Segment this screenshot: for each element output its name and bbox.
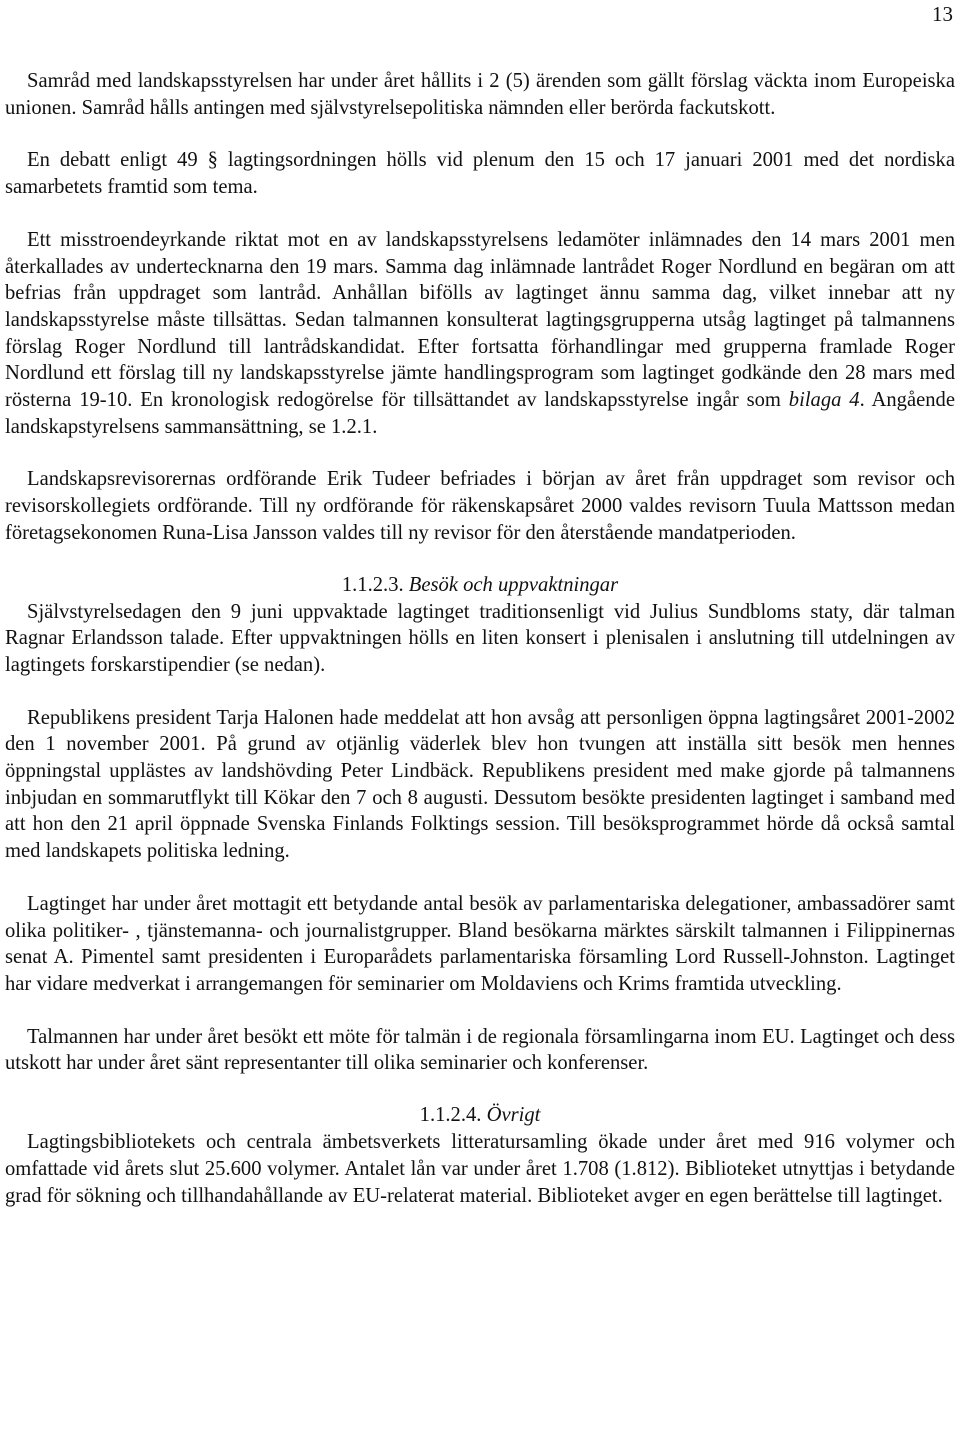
section-number: 1.1.2.4. [419,1104,482,1127]
section-title: Besök och uppvaktningar [408,573,619,596]
paragraph-speaker-meetings: Talmannen har under året besökt ett möte för talmän i de regionala församlingarna inom EU. Lagtinget och dess utskott har under året sänt representanter till olika seminarier och konferenser. [5,1025,955,1075]
paragraph-no-confidence-end: . Angående landskapstyrelsens sammansättning, se 1.2.1. [5,389,955,438]
page-number: 13 [932,2,953,26]
document-body [5,68,955,1209]
paragraph-self-government-day: Självstyrelsedagen den 9 juni uppvaktade lagtinget traditionsenligt vid Julius Sundbloms staty, där talman Ragnar Erlandsson talade. Efter uppvaktningen hölls en liten konsert i plenisalen i anslutning till utdelningen av lagtingets forskarstipendier (se nedan). [5,600,955,676]
paragraph-no-confidence [5,227,955,441]
section-heading-other [5,1101,955,1129]
appendix-reference: bilaga 4 [788,389,860,412]
section-heading-visits [5,571,955,599]
paragraph-president-visit: Republikens president Tarja Halonen hade meddelat att hon avsåg att personligen öppna lagtingsåret 2001-2002 den 1 november 2001. På grund av otjänlig väderlek blev hon tvungen att inställa sitt besök men hennes öppningstal upplästes av landshövding Peter Lindbäck. Republikens president med make gjorde på talmannens inbjudan en sommarutflykt till Kökar den 7 och 8 augusti. Dessutom besökte presidenten lagtinget i samband med att hon den 21 april öppnade Svenska Finlands Folktings session. Till besöksprogrammet hörde då också samtal med landskapets politiska ledning. [5,706,955,863]
section-number: 1.1.2.3. [341,573,404,596]
paragraph-delegations: Lagtinget har under året mottagit ett betydande antal besök av parlamentariska delegationer, ambassadörer samt olika politiker- , tjänstemanna- och journalistgrupper. Bland besökarna märktes särskilt talmannen i Filippinernas senat A. Pimentel samt presidenten i Europarådets parlamentariska församling Lord Russell-Johnston. Lagtinget har vidare medverkat i arrangemangen för seminarier om Moldaviens och Krims framtida utveckling. [5,892,955,995]
paragraph-library: Lagtingsbibliotekets och centrala ämbetsverkets litteratursamling ökade under året med 916 volymer och omfattade vid årets slut 25.600 volymer. Antalet lån var under året 1.708 (1.812). Biblioteket utnyttjas i betydande grad för sökning och tillhandahållande av EU-relaterat material. Biblioteket avger en egen berättelse till lagtinget. [5,1131,955,1207]
paragraph-auditors: Landskapsrevisorernas ordförande Erik Tudeer befriades i början av året från uppdraget som revisor och revisorskollegiets ordförande. Till ny ordförande för räkenskapsåret 2000 valdes revisorn Tuula Mattsson medan företagsekonomen Runa-Lisa Jansson valdes till ny revisor för den återstående mandatperioden. [5,468,955,544]
paragraph-eu-consultation: Samråd med landskapsstyrelsen har under året hållits i 2 (5) ärenden som gällt förslag väckta inom Europeiska unionen. Samråd hålls antingen med självstyrelsepolitiska nämnden eller berörda fackutskott. [5,70,955,119]
section-title: Övrigt [486,1104,541,1127]
paragraph-debate: En debatt enligt 49 § lagtingsordningen hölls vid plenum den 15 och 17 januari 2001 med det nordiska samarbetets framtid som tema. [5,149,955,199]
paragraph-no-confidence-text: Ett misstroendeyrkande riktat mot en av landskapsstyrelsens ledamöter inlämnades den 14 mars 2001 men återkallades av undertecknarna den 19 mars. Samma dag inlämnade lantrådet Roger Nordlund en begäran om att befrias från uppdraget som lantråd. Anhållan bifölls av lagtinget ännu samma dag, vilket innebar att ny landskapsstyrelse måste tillsättas. Sedan talmannen konsulterat lagtingsgrupperna utsåg lagtinget på talmannens förslag Roger Nordlund till lantrådskandidat. Efter fortsatta förhandlingar med grupperna framlade Roger Nordlund ett förslag till ny landskapsstyrelse jämte handlingsprogram som lagtinget godkände den 28 mars med rösterna 19-10. En kronologisk redogörelse för tillsättandet av landskapsstyrelse ingår som [5,228,955,412]
